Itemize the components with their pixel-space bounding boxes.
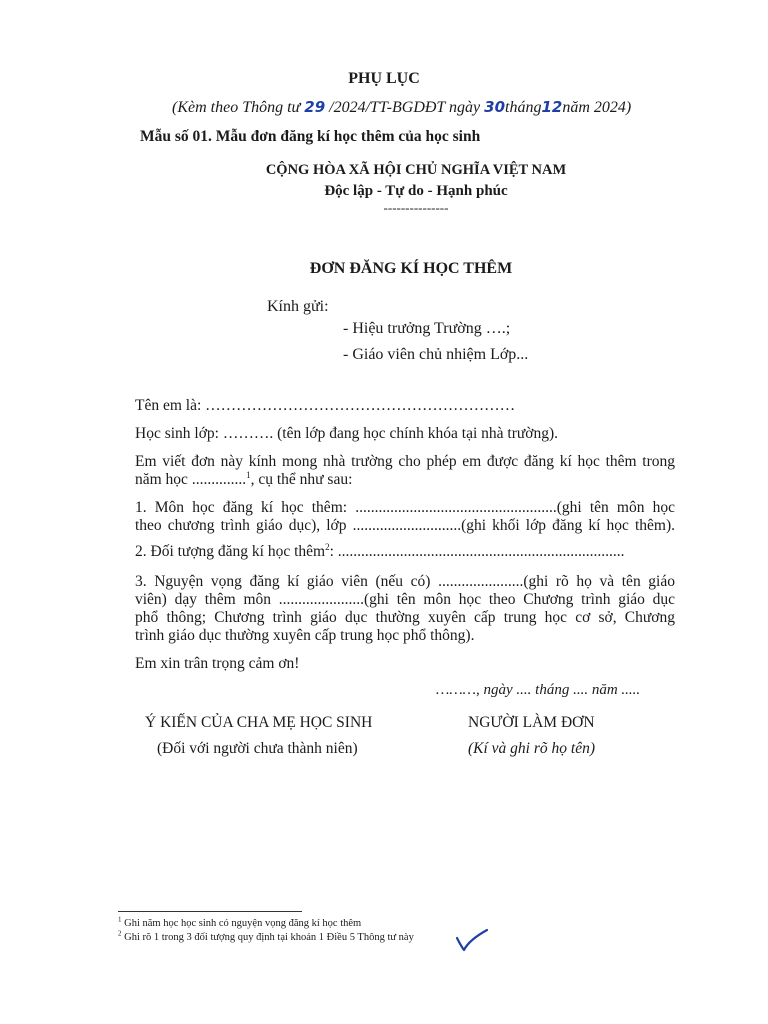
handwritten-month: 12 bbox=[541, 98, 563, 116]
item1-line-2: theo chương trình giáo dục), lớp ............................(ghi khối lớp đăng kí học thêm). bbox=[135, 517, 675, 534]
national-motto: Độc lập - Tự do - Hạnh phúc bbox=[324, 183, 508, 199]
motto-divider: --------------- bbox=[383, 200, 449, 215]
form-heading bbox=[140, 128, 480, 146]
footnote-1-text: Ghi năm học học sinh có nguyện vọng đăng kí học thêm bbox=[124, 918, 362, 929]
applicant-note: (Kí và ghi rõ họ tên) bbox=[468, 740, 595, 757]
thanks-line: Em xin trân trọng cảm ơn! bbox=[135, 655, 300, 672]
circular-reference-line bbox=[172, 98, 631, 117]
month-label: tháng bbox=[505, 99, 542, 116]
request-line-2 bbox=[135, 470, 675, 490]
student-class-line: Học sinh lớp: ………. (tên lớp đang học chính khóa tại nhà trường). bbox=[135, 425, 558, 442]
footnote-1-mark: 1 bbox=[118, 915, 122, 924]
date-place-line: ………, ngày .... tháng .... năm ..... bbox=[436, 682, 641, 698]
parent-opinion-title: Ý KIẾN CỦA CHA MẸ HỌC SINH bbox=[145, 714, 373, 731]
recipient-homeroom-teacher: - Giáo viên chủ nhiệm Lớp... bbox=[343, 346, 529, 363]
footnote-2-text: Ghi rõ 1 trong 3 đối tượng quy định tại khoản 1 Điều 5 Thông tư này bbox=[124, 932, 414, 943]
item3-line-3: phổ thông; Chương trình giáo dục thường xuyên cấp trung học cơ sở, Chương bbox=[135, 609, 675, 626]
request-details-intro: , cụ thể như sau: bbox=[250, 471, 353, 488]
footnote-ref-2: 2 bbox=[325, 541, 330, 552]
form-name: Mẫu đơn đăng kí học thêm của học sinh bbox=[215, 128, 481, 145]
year-suffix: năm 2024) bbox=[562, 99, 632, 116]
item3-line-2: viên) dạy thêm môn ......................(ghi tên môn học theo Chương trình giáo dục bbox=[135, 591, 675, 608]
footnote-separator bbox=[118, 911, 302, 912]
handwritten-day: 30 bbox=[484, 98, 506, 116]
recipients-label: Kính gửi: bbox=[267, 298, 329, 315]
item2-line bbox=[135, 542, 675, 562]
handwritten-check-mark-icon bbox=[455, 928, 489, 954]
handwritten-circular-number: 29 bbox=[304, 98, 326, 116]
item2-label: 2. Đối tượng đăng kí học thêm bbox=[135, 543, 326, 560]
student-name-line: Tên em là: …………………………………………………… bbox=[135, 397, 516, 414]
footnote-1 bbox=[118, 915, 362, 929]
parent-opinion-note: (Đối với người chưa thành niên) bbox=[157, 740, 358, 757]
recipient-principal: - Hiệu trưởng Trường ….; bbox=[343, 320, 511, 337]
item2-blank: : .......................................................................... bbox=[329, 543, 625, 560]
item3-line-1: 3. Nguyện vọng đăng kí giáo viên (nếu có) ......................(ghi rõ họ và tên giáo bbox=[135, 573, 675, 590]
request-school-year: năm học .............. bbox=[135, 471, 247, 488]
footnote-2 bbox=[118, 929, 414, 943]
appendix-title: PHỤ LỤC bbox=[348, 70, 420, 87]
circular-prefix: (Kèm theo Thông tư bbox=[172, 99, 301, 116]
request-line-1: Em viết đơn này kính mong nhà trường cho phép em được đăng kí học thêm trong bbox=[135, 453, 675, 470]
item3-line-4: trình giáo dục thường xuyên cấp trung học phổ thông). bbox=[135, 627, 475, 644]
footnote-2-mark: 2 bbox=[118, 929, 122, 938]
country-name: CỘNG HÒA XÃ HỘI CHỦ NGHĨA VIỆT NAM bbox=[265, 162, 567, 178]
form-number: Mẫu số 01. bbox=[140, 128, 212, 145]
item1-line-1: 1. Môn học đăng kí học thêm: ....................................................(ghi tên môn học bbox=[135, 499, 675, 516]
document-title: ĐƠN ĐĂNG KÍ HỌC THÊM bbox=[309, 260, 513, 277]
applicant-title: NGƯỜI LÀM ĐƠN bbox=[468, 714, 595, 731]
circular-mid: /2024/TT-BGDĐT ngày bbox=[329, 99, 481, 116]
footnote-ref-1: 1 bbox=[246, 469, 251, 480]
